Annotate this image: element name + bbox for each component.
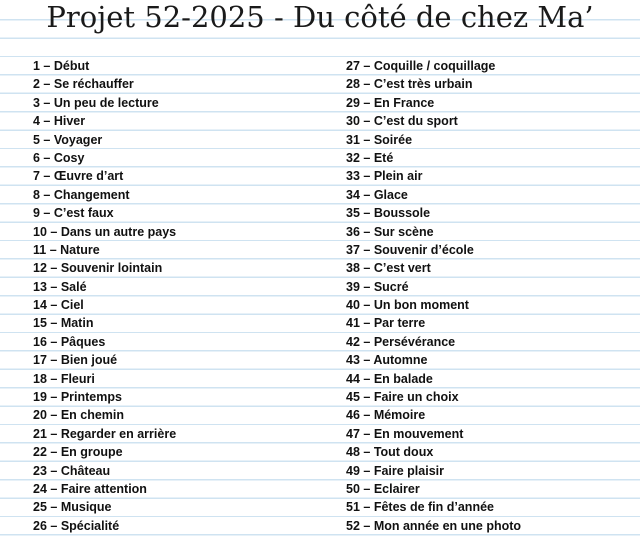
theme-separator: – [46,242,61,257]
theme-separator: – [39,169,54,184]
theme-number: 9 [33,206,40,221]
theme-item [33,314,176,332]
theme-number: 13 [33,279,47,294]
theme-label: C’est du sport [373,114,458,129]
theme-number: 41 [346,316,360,331]
theme-number: 43 [346,353,360,368]
theme-number: 15 [33,316,47,331]
theme-number: 4 [33,114,40,129]
theme-number: 42 [346,334,360,349]
theme-number: 49 [346,463,360,478]
theme-separator: – [359,114,374,129]
theme-item [346,406,521,424]
theme-label: Plein air [373,169,423,184]
theme-separator: – [46,279,61,294]
theme-item [346,498,521,516]
theme-number: 44 [346,371,360,386]
theme-item [33,241,176,259]
theme-number: 3 [33,95,40,110]
theme-number: 22 [33,445,47,460]
theme-label: Regarder en arrière [60,426,177,441]
theme-separator: – [46,224,61,239]
theme-separator: – [359,150,374,165]
theme-item [346,204,521,222]
theme-label: Musique [60,500,112,515]
theme-label: Voyager [53,132,103,147]
theme-number: 52 [346,518,360,533]
theme-item [346,94,521,112]
theme-separator: – [46,518,61,533]
theme-label: Spécialité [60,518,120,533]
theme-item [33,167,176,185]
theme-item [33,94,176,112]
theme-number: 40 [346,298,360,313]
theme-label: Automne [373,353,428,368]
theme-separator: – [359,187,374,202]
theme-item [33,462,176,480]
theme-item [33,425,176,443]
theme-label: Début [53,59,90,73]
theme-number: 32 [346,150,360,165]
theme-number: 7 [33,169,40,184]
theme-separator: – [39,95,54,110]
theme-separator: – [46,445,61,460]
theme-label: Boussole [373,206,431,221]
theme-separator: – [46,371,61,386]
theme-number: 47 [346,426,360,441]
theme-separator: – [359,518,374,533]
theme-item [346,57,521,75]
theme-number: 21 [33,426,47,441]
theme-number: 25 [33,500,47,515]
theme-number: 33 [346,169,360,184]
theme-item [33,204,176,222]
theme-list-weeks-1-26 [33,57,176,535]
theme-label: En France [373,95,435,110]
theme-number: 8 [33,187,40,202]
theme-separator: – [46,261,61,276]
theme-number: 28 [346,77,360,92]
theme-label: Faire un choix [373,390,459,405]
theme-separator: – [359,279,374,294]
theme-separator: – [46,408,61,423]
theme-label: Souvenir d’école [373,242,474,257]
theme-item [33,278,176,296]
theme-label: Sucré [373,279,409,294]
theme-label: Un peu de lecture [53,95,159,110]
theme-number: 51 [346,500,360,515]
theme-label: Cosy [53,150,85,165]
theme-item [33,498,176,516]
theme-item [33,517,176,535]
theme-item [346,259,521,277]
theme-item [346,314,521,332]
theme-separator: – [39,114,54,129]
theme-item [33,351,176,369]
theme-separator: – [46,500,61,515]
theme-label: C’est très urbain [373,77,473,92]
theme-label: C’est faux [53,206,114,221]
theme-separator: – [46,390,61,405]
theme-separator: – [359,390,374,405]
theme-number: 50 [346,481,360,496]
theme-label: Un bon moment [373,298,469,313]
theme-separator: – [46,463,61,478]
theme-label: En balade [373,371,433,386]
theme-separator: – [359,132,374,147]
theme-item [346,131,521,149]
theme-item [33,75,176,93]
theme-number: 20 [33,408,47,423]
theme-number: 23 [33,463,47,478]
theme-item [346,278,521,296]
theme-label: Par terre [373,316,426,331]
theme-separator: – [46,426,61,441]
theme-separator: – [46,298,61,313]
theme-number: 19 [33,390,47,405]
theme-number: 34 [346,187,360,202]
theme-label: C’est vert [373,261,431,276]
theme-separator: – [359,261,374,276]
theme-label: Persévérance [373,334,456,349]
theme-label: En mouvement [373,426,464,441]
theme-label: Soirée [373,132,413,147]
theme-item [346,388,521,406]
theme-number: 39 [346,279,360,294]
theme-label: Salé [60,279,87,294]
theme-separator: – [39,59,54,73]
theme-number: 16 [33,334,47,349]
theme-separator: – [359,206,374,221]
theme-item [346,296,521,314]
theme-item [346,223,521,241]
theme-label: Fêtes de fin d’année [373,500,494,515]
theme-number: 45 [346,390,360,405]
theme-item [346,370,521,388]
theme-item [33,186,176,204]
theme-label: Glace [373,187,408,202]
theme-label: Eté [373,150,394,165]
theme-label: En groupe [60,445,123,460]
theme-label: Tout doux [373,445,434,460]
theme-number: 36 [346,224,360,239]
theme-item [346,333,521,351]
theme-number: 6 [33,150,40,165]
theme-separator: – [359,481,374,496]
theme-number: 31 [346,132,360,147]
theme-number: 26 [33,518,47,533]
theme-separator: – [359,334,374,349]
theme-number: 17 [33,353,47,368]
theme-separator: – [359,426,374,441]
page-title: Projet 52-2025 - Du côté de chez Ma’ [46,0,594,34]
theme-item [33,406,176,424]
theme-item [33,296,176,314]
theme-separator: – [39,77,54,92]
theme-label: Changement [53,187,130,202]
theme-item [33,333,176,351]
theme-number: 5 [33,132,40,147]
theme-list-weeks-27-52 [346,57,521,535]
theme-label: Eclairer [373,481,420,496]
theme-number: 38 [346,261,360,276]
theme-item [346,517,521,535]
theme-label: Mon année en une photo [373,518,522,533]
theme-separator: – [39,132,54,147]
theme-item [33,480,176,498]
theme-number: 14 [33,298,47,313]
theme-separator: – [39,187,54,202]
theme-label: Château [60,463,111,478]
theme-item [346,186,521,204]
theme-number: 12 [33,261,47,276]
theme-label: Mémoire [373,408,426,423]
theme-number: 46 [346,408,360,423]
theme-label: En chemin [60,408,125,423]
theme-separator: – [359,371,374,386]
theme-number: 48 [346,445,360,460]
theme-item [346,149,521,167]
theme-separator: – [359,59,374,73]
theme-number: 10 [33,224,47,239]
theme-label: Matin [60,316,94,331]
theme-label: Œuvre d’art [53,169,124,184]
theme-separator: – [39,150,54,165]
theme-separator: – [359,408,374,423]
theme-number: 29 [346,95,360,110]
theme-label: Faire attention [60,481,147,496]
theme-separator: – [359,298,374,313]
theme-label: Hiver [53,114,86,129]
theme-label: Sur scène [373,224,434,239]
theme-item [33,388,176,406]
theme-number: 27 [346,59,360,73]
theme-separator: – [46,316,61,331]
theme-item [346,351,521,369]
theme-separator: – [359,463,374,478]
theme-item [33,370,176,388]
theme-separator: – [46,481,61,496]
theme-label: Faire plaisir [373,463,444,478]
theme-label: Coquille / coquillage [373,59,496,73]
theme-separator: – [359,77,374,92]
theme-number: 24 [33,481,47,496]
theme-separator: – [359,500,374,515]
theme-separator: – [359,95,374,110]
theme-item [346,241,521,259]
theme-number: 35 [346,206,360,221]
theme-separator: – [359,224,374,239]
theme-label: Ciel [60,298,84,313]
theme-label: Souvenir lointain [60,261,163,276]
theme-item [346,443,521,461]
theme-item [346,480,521,498]
theme-number: 11 [33,242,47,257]
theme-separator: – [46,353,61,368]
theme-item [33,443,176,461]
theme-item [346,425,521,443]
theme-separator: – [46,334,61,349]
theme-separator: – [359,169,374,184]
theme-label: Nature [60,242,100,257]
theme-label: Bien joué [60,353,118,368]
theme-item [346,75,521,93]
theme-item [346,167,521,185]
theme-label: Dans un autre pays [60,224,177,239]
theme-separator: – [359,316,374,331]
theme-item [33,112,176,130]
theme-number: 18 [33,371,47,386]
theme-separator: – [359,445,374,460]
theme-label: Fleuri [60,371,95,386]
theme-item [346,462,521,480]
theme-number: 1 [33,59,40,73]
theme-item [33,223,176,241]
theme-number: 2 [33,77,40,92]
theme-separator: – [359,353,374,368]
theme-item [33,131,176,149]
theme-number: 37 [346,242,360,257]
theme-item [346,112,521,130]
theme-label: Printemps [60,390,122,405]
theme-label: Se réchauffer [53,77,134,92]
theme-item [33,57,176,75]
theme-item [33,259,176,277]
theme-item [33,149,176,167]
theme-number: 30 [346,114,360,129]
theme-separator: – [39,206,54,221]
theme-separator: – [359,242,374,257]
theme-label: Pâques [60,334,106,349]
